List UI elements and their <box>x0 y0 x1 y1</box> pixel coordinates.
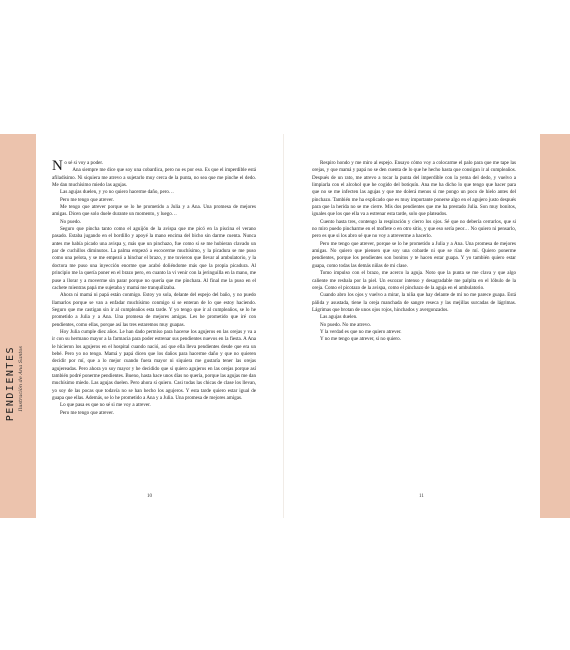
drop-cap: N <box>52 158 63 174</box>
paragraph: Seguro que pincha tanto como el aguijón de la avispa que me picó en la piscina el verano pasado. Estaba jugando en el bordillo y apoyé la mano encima del bicho sin darme cuenta. Nunca antes me había picado una avispa y, más que un pinchazo, fue como si se me hubieran clavado un par de cuchillos diminutos. La palma empezó a escocerme muchísimo, y la picadura se me puso como una pelota, y se me empezó a hinchar el brazo, y me tuvieron que llevar al ambulatorio, y la doctora me puso una inyección enorme que acabó doliéndome más que la propia picadura. Al principio me la quería poner en el brazo pero, en cuanto la vi venir con la jeringuilla en la mano, me puse a llorar y a moverme sin parar porque no quería que me pinchara. Al final me la puso en el cachete mientras papá me sujetaba y mamá me tranquilizaba. <box>52 226 256 291</box>
paragraph: Y la verdad es que no me quiero atrever. <box>320 328 402 335</box>
paragraph: Respiro hondo y me miro al espejo. Ensayo cómo voy a colocarme el palo para que me tape las orejas, y que mamá y papá no se den cuenta de lo que he hecho hasta que consigan ir al cumpleaños. Después de un rato, me atrevo a tocar la punta del imperdible con la yema del dedo, y vuelvo a limpiarla con el alcohol que he cogido del botiquín. Ana me ha dicho lo que tengo que hacer para que no se me infecten las agujas y que me dolerá menos si me pongo un poco de hielo antes del pinchazo. También me ha explicado que es muy importante ponerse algo en el agujero justo después para que la herida no se me cierre. Mis dos pendientes que me ha prestado Julia. Son muy bonitos, iguales que los que ella va a estrenar esta tarde, solo que plateados. <box>312 160 516 218</box>
page-gutter <box>283 134 284 518</box>
right-side-band <box>540 134 570 518</box>
paragraph: Pero me tengo que atrever. <box>60 409 114 416</box>
paragraph: Lo que pasa es que no sé si me voy a atrever. <box>60 402 151 409</box>
paragraph: Pero me tengo que atrever. <box>60 196 114 203</box>
paragraph: No puedo. No me atrevo. <box>320 321 372 328</box>
paragraph: Cuando abro los ojos y vuelvo a mirar, la niña que hay delante de mí no me parece guapa. Está pálida y asustada, tiene la oreja manchada de sangre reseca y las mejillas surcadas de lágrimas. Lágrimas que brotan de unos ojos rojos, hinchados y avergonzados. <box>312 292 516 313</box>
paragraph: Me tengo que atrever porque se lo he prometido a Julia y a Ana. Una promesa de mejores amigas. Dicen que solo duele durante un momento, y luego… <box>52 204 256 218</box>
paragraph: Ana siempre me dice que soy una cobardica, pero no es por eso. Es que el imperdible está afiladísimo. Ni siquiera me atrevo a sujetarlo muy cerca de la punta, no sea que me pinche el dedo. Me dan muchísimo miedo las agujas. <box>52 167 256 189</box>
paragraph: Pero me tengo que atrever, porque se lo he prometido a Julia y a Ana. Una promesa de mejores amigas. No quiero que piensen que soy una cobarde ni que se rían de mí. Quiero ponerme pendientes, porque los pendientes son bonitos y te hacen estar guapa. Y yo también quiero estar guapa, como todas las demás niñas de mi clase. <box>312 240 516 269</box>
vertical-illustrator-credit: Ilustración de Ana Santos <box>18 346 24 412</box>
left-side-band <box>0 134 36 518</box>
left-page-number: 10 <box>147 494 152 499</box>
paragraph: Hoy Julia cumple diez años. Le han dado permiso para hacerse los agujeros en las orejas y va a ir con su hermano mayor a la farmacia para poder estrenar sus pendientes nuevos en la fiesta. A Ana le hicieron los agujeros en el hospital cuando nació, así que ella lleva pendientes desde que era un bebé. Pero yo no tengo. Mamá y papá dicen que los daños para hacerme daño y que no quieren decidir por mí, que a lo mejor cuando fuera mayor ni siquiera me gustaría tener las orejas agujereadas. Pero ahora yo soy mayor y he decidido que sí quiero agujeros en las orejas porque así también podré ponerme pendientes. Bueno, hasta hace unos días no quería, porque las agujas me dan muchísimo miedo. Las agujas duelen. Pero ahora sí quiero. Casi todas las chicas de clase los llevan, yo soy de las pocas que todavía no se han hecho los agujeros. Y esta tarde quiero estar igual de guapa que ellas. Además, se lo he prometido a Ana y a Julia. Una promesa de mejores amigas. <box>52 328 256 401</box>
paragraph: Y no me tengo que atrever, si no quiero. <box>320 336 401 343</box>
paragraph: Ahora ni mamá ni papá están conmigo. Estoy yo sola, delante del espejo del baño, y no puedo llamarlos porque se van a enfadar muchísimo conmigo si se enteran de lo que estoy haciendo. Seguro que me castigan sin ir al cumpleaños esta tarde. Y yo tengo que ir al cumpleaños, se lo he prometido a Julia y a Ana. Una promesa de mejores amigas. Les he prometido que iré con pendientes, como ellas, porque así las tres estaremos muy guapas. <box>52 292 256 328</box>
paragraph <box>52 158 256 174</box>
right-page-number: 11 <box>419 494 424 499</box>
vertical-book-title: PENDIENTES <box>5 346 16 422</box>
paragraph: Tomo impulso con el brazo, me acerco la aguja. Noto que la punta se me clava y que algo caliente me resbala por la piel. Un escozor intenso y desagradable me palpita en el lóbulo de la oreja. Como el picotazo de la avispa, como el pinchazo de la aguja en el ambulatorio. <box>312 270 516 291</box>
paragraph: Las agujas duelen. <box>320 314 358 321</box>
paragraph-text: o sé si voy a poder. <box>64 160 104 166</box>
paragraph: No puedo. <box>60 218 82 225</box>
left-page-text <box>52 160 256 417</box>
right-page-text <box>312 160 516 344</box>
paragraph: Cuento hasta tres, contengo la respiración y cierro los ojos. Sé que no debería cerrarlos, que si no miro puedo pincharme en el moflete o en otro sitio, y que eso sería peor… No quiero ni pensarlo, pero es que si los abro sé que no voy a atreverme a hacerlo. <box>312 218 516 240</box>
paragraph: Las agujas duelen, y yo no quiero hacerme daño, pero… <box>60 189 174 196</box>
